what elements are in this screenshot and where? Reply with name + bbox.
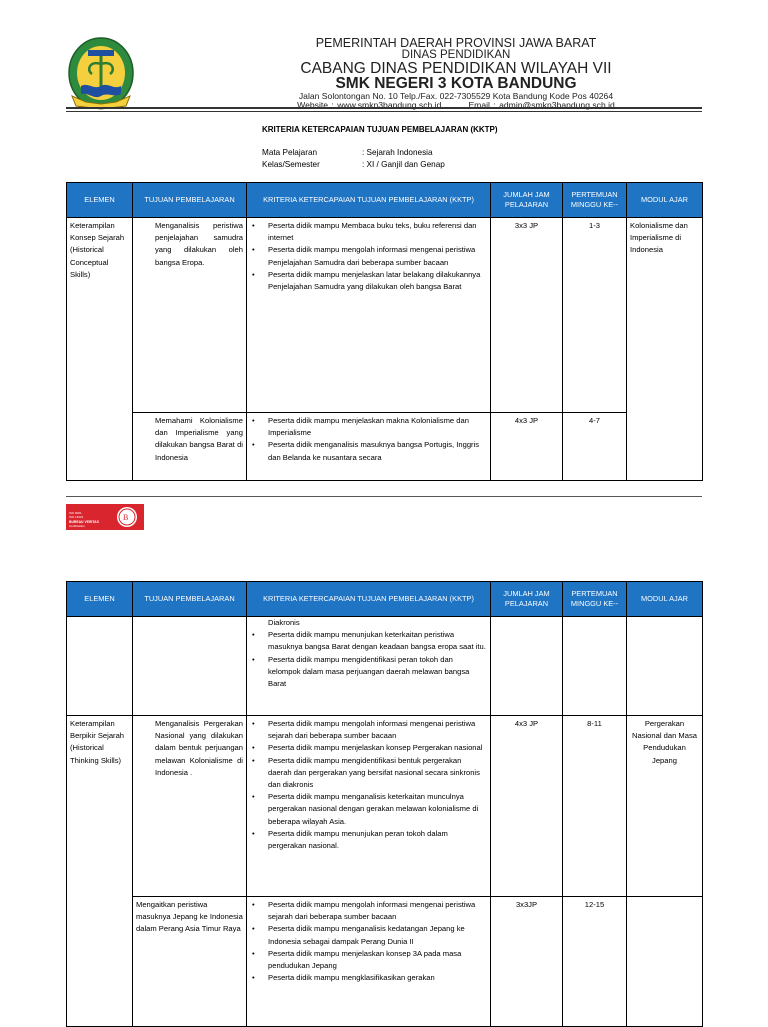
cell-minggu [563, 617, 627, 716]
cell-modul: Kolonialisme dan Imperialisme di Indonesia [627, 218, 703, 481]
criterion-item: • Peserta didik mampu mengidentifikasi bentuk pergerakan daerah dan pergerakan yang bersifat nasional secara sinkronis dan diakronis [250, 755, 487, 792]
header-minggu: PERTEMUAN MINGGU KE-- [563, 582, 627, 617]
department-name: DINAS PENDIDIKAN [401, 48, 511, 61]
cell-modul [627, 617, 703, 716]
branch-name: CABANG DINAS PENDIDIKAN WILAYAH VII [300, 60, 612, 77]
letterhead [66, 30, 702, 110]
criterion-item: • Peserta didik mampu menunjukan peran tokoh dalam pergerakan nasional. [250, 828, 487, 852]
criterion-item: • Peserta didik mampu menunjukan keterkaitan peristiwa masuknya bangsa Barat dengan keadaan bangsa eropa saat itu. [250, 629, 487, 653]
header-modul: MODUL AJAR [627, 582, 703, 617]
cell-jam: 4x3 JP [491, 716, 563, 897]
cell-jam: 4x3 JP [491, 413, 563, 481]
west-java-crest-icon [66, 36, 136, 110]
cell-tujuan: Memahami Kolonialisme dan Imperialisme yang dilakukan bangsa Barat di Indonesia [133, 413, 247, 481]
kktp-table-page-2 [66, 581, 703, 1027]
meta-value: : Sejarah Indonesia [362, 148, 433, 157]
letterhead-text [216, 30, 696, 109]
cell-modul: Pergerakan Nasional dan Masa Pendudukan Jepang [627, 716, 703, 897]
header-kriteria: KRITERIA KETERCAPAIAN TUJUAN PEMBELAJARAN (KKTP) [247, 183, 491, 218]
kktp-table-page-1 [66, 182, 703, 481]
criterion-item: • Peserta didik menganalisis masuknya bangsa Portugis, Inggris dan Belanda ke nusantara secara [250, 439, 487, 463]
criterion-item: • Peserta didik mampu menganalisis keterkaitan munculnya pergerakan nasional dengan gerakan melawan kolonialisme di beberapa wilayah Asia. [250, 791, 487, 828]
document-meta [262, 147, 445, 171]
page-footer-rule [66, 496, 702, 497]
cell-minggu: 12-15 [563, 897, 627, 1027]
cell-tujuan: Menganalisis Pergerakan Nasional yang dilakukan dalam bentuk perjuangan melawan Kolonialisme di Indonesia . [133, 716, 247, 897]
cell-minggu: 4-7 [563, 413, 627, 481]
criterion-item: • Peserta didik mampu mengidentifikasi peran tokoh dan kelompok dalam masa perjuangan daerah melawan bangsa Barat [250, 654, 487, 691]
bureau-veritas-certification-logo [66, 502, 144, 532]
government-name: PEMERINTAH DAERAH PROVINSI JAWA BARAT [315, 36, 597, 50]
cell-kriteria [247, 617, 491, 716]
header-kriteria: KRITERIA KETERCAPAIAN TUJUAN PEMBELAJARAN (KKTP) [247, 582, 491, 617]
header-jam: JUMLAH JAM PELAJARAN [491, 582, 563, 617]
svg-text:BUREAU VERITAS: BUREAU VERITAS [69, 520, 99, 524]
cell-kriteria [247, 413, 491, 481]
svg-text:ISO 14001: ISO 14001 [69, 515, 84, 519]
header-minggu: PERTEMUAN MINGGU KE-- [563, 183, 627, 218]
school-name: SMK NEGERI 3 KOTA BANDUNG [335, 74, 577, 92]
criterion-item: • Peserta didik mampu Membaca buku teks, buku referensi dan internet [250, 220, 487, 244]
criterion-item: • Peserta didik mampu menganalisis kedatangan Jepang ke Indonesia sebagai dampak Perang Dunia II [250, 923, 487, 947]
cell-modul [627, 897, 703, 1027]
table-header-row [67, 183, 703, 218]
cell-minggu: 8-11 [563, 716, 627, 897]
meta-value: : XI / Ganjil dan Genap [362, 160, 445, 169]
cell-elemen [67, 617, 133, 716]
svg-text:B: B [123, 513, 129, 522]
header-modul: MODUL AJAR [627, 183, 703, 218]
meta-key: Mata Pelajaran [262, 148, 318, 157]
school-contact: Website : www.smkn3bandung.sch.id Email : admin@smkn3bandung.sch.id [297, 99, 615, 110]
cell-elemen: Keterampilan Konsep Sejarah (Historical Conceptual Skills) [67, 218, 133, 481]
header-jam: JUMLAH JAM PELAJARAN [491, 183, 563, 218]
cell-kriteria [247, 218, 491, 413]
cell-tujuan: Mengaitkan peristiwa masuknya Jepang ke Indonesia dalam Perang Asia Timur Raya [133, 897, 247, 1027]
table-row [67, 218, 703, 413]
table-header-row [67, 582, 703, 617]
cell-kriteria [247, 716, 491, 897]
table-row [67, 617, 703, 716]
cell-tujuan [133, 617, 247, 716]
svg-text:ISO 9001: ISO 9001 [69, 511, 82, 515]
criterion-item: • Peserta didik mampu mengolah informasi mengenai peristiwa sejarah dari beberapa sumber bacaan [250, 718, 487, 742]
meta-row [262, 159, 445, 171]
meta-key: Kelas/Semester [262, 160, 320, 169]
cell-kriteria [247, 897, 491, 1027]
criterion-item: • Peserta didik mampu mengolah informasi mengenai peristiwa Penjelajahan Samudra dari beberapa sumber bacaan [250, 244, 487, 268]
criterion-item: • Peserta didik mampu mengolah informasi mengenai peristiwa sejarah dari beberapa sumber bacaan [250, 899, 487, 923]
cell-jam [491, 617, 563, 716]
header-tujuan: TUJUAN PEMBELAJARAN [133, 183, 247, 218]
table-row [67, 897, 703, 1027]
school-address: Jalan Solontongan No. 10 Telp./Fax. 022-7305529 Kota Bandung Kode Pos 40264 [298, 91, 614, 101]
criterion-item: • Peserta didik mampu mengklasifikasikan gerakan [250, 972, 487, 984]
criterion-item: • Peserta didik mampu menjelaskan konsep Pergerakan nasional [250, 742, 487, 754]
cell-jam: 3x3 JP [491, 218, 563, 413]
svg-text:Certification: Certification [69, 524, 85, 528]
cell-jam: 3x3JP [491, 897, 563, 1027]
cell-minggu: 1-3 [563, 218, 627, 413]
cell-tujuan: Menganalisis peristiwa penjelajahan samudra yang dilakukan oleh bangsa Eropa. [133, 218, 247, 413]
criterion-item: • Peserta didik mampu menjelaskan konsep 3A pada masa pendudukan Jepang [250, 948, 487, 972]
criterion-item: • Peserta didik mampu menjelaskan makna Kolonialisme dan Imperialisme [250, 415, 487, 439]
header-elemen: ELEMEN [67, 582, 133, 617]
meta-row [262, 147, 445, 159]
criterion-continuation: Diakronis [268, 618, 300, 627]
header-elemen: ELEMEN [67, 183, 133, 218]
letterhead-rule [66, 107, 702, 109]
cell-elemen: Keterampilan Berpikir Sejarah (Historical Thinking Skills) [67, 716, 133, 1027]
table-row [67, 413, 703, 481]
criterion-item: • Peserta didik mampu menjelaskan latar belakang dilakukannya Penjelajahan Samudra yang dilakukan oleh bangsa Barat [250, 269, 487, 293]
letterhead-rule-thin [66, 111, 702, 112]
header-tujuan: TUJUAN PEMBELAJARAN [133, 582, 247, 617]
document-title: KRITERIA KETERCAPAIAN TUJUAN PEMBELAJARAN (KKTP) [262, 125, 498, 134]
table-row [67, 716, 703, 897]
